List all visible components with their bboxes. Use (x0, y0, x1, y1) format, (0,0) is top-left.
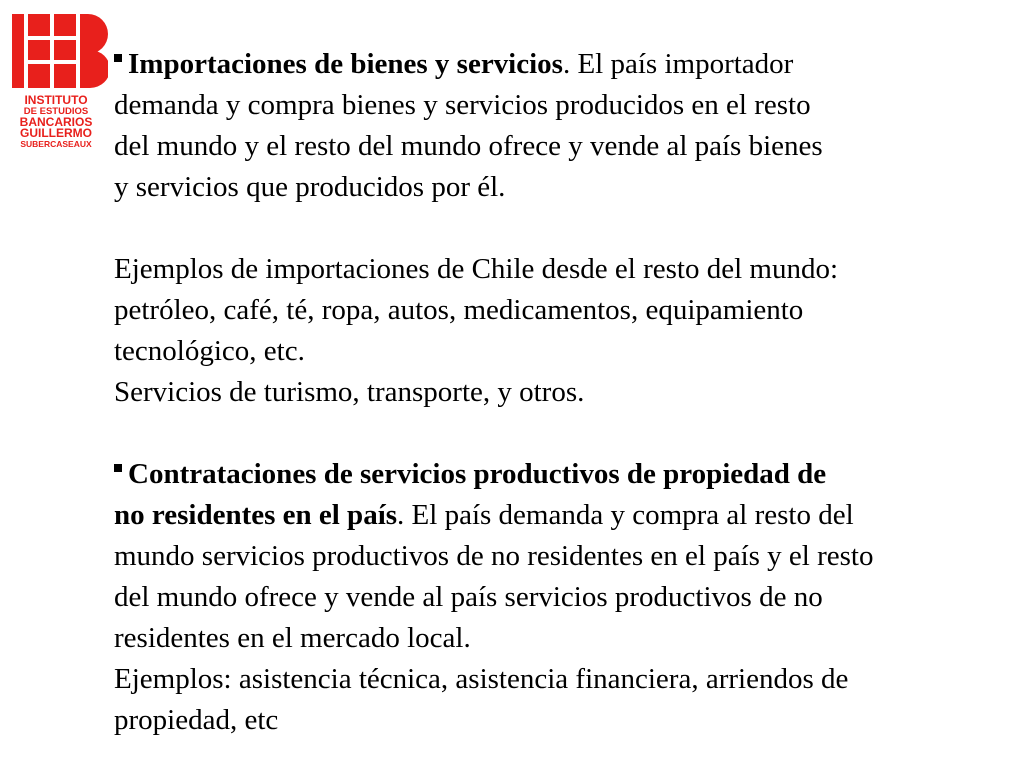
text-line: Servicios de turismo, transporte, y otros. (114, 376, 585, 408)
text-line: petróleo, café, té, ropa, autos, medicamentos, equipamiento (114, 294, 804, 326)
services-heading-line (114, 454, 1014, 495)
text-line: del mundo y el resto del mundo ofrece y vende al país bienes (114, 130, 823, 162)
imports-heading: Importaciones de bienes y servicios (128, 48, 563, 80)
text-line: residentes en el mercado local. (114, 622, 471, 654)
text-line: mundo servicios productivos de no residentes en el país y el resto (114, 540, 874, 572)
imports-heading-line (114, 44, 1014, 85)
text-line: propiedad, etc (114, 704, 279, 736)
text-line: tecnológico, etc. (114, 335, 305, 367)
text-line: Ejemplos de importaciones de Chile desde el resto del mundo: (114, 253, 839, 285)
text-line: y servicios que producidos por él. (114, 171, 506, 203)
services-heading: Contrataciones de servicios productivos de propiedad de (128, 458, 827, 490)
imports-heading-rest: . El país importador (562, 48, 794, 80)
text-line: del mundo ofrece y vende al país servicios productivos de no (114, 581, 823, 613)
logo-line: SUBERCASEAUX (20, 139, 92, 149)
services-heading-rest: . El país demanda y compra al resto del (397, 499, 854, 531)
text-line: Ejemplos: asistencia técnica, asistencia financiera, arriendos de (114, 663, 849, 695)
logo-line: DE ESTUDIOS (23, 106, 89, 117)
imports-section (114, 44, 1014, 208)
text-line: demanda y compra bienes y servicios producidos en el resto (114, 89, 811, 121)
slide-content (114, 44, 1014, 741)
logo-line: INSTITUTO (24, 93, 88, 107)
services-heading-line2 (114, 495, 1014, 536)
logo-text (8, 95, 104, 150)
logo-mark-icon (8, 10, 108, 95)
services-section (114, 454, 1014, 741)
services-heading-cont: no residentes en el país (114, 499, 398, 531)
imports-examples (114, 249, 1014, 413)
logo-line: GUILLERMO (20, 126, 92, 140)
logo-line: BANCARIOS (19, 115, 93, 129)
